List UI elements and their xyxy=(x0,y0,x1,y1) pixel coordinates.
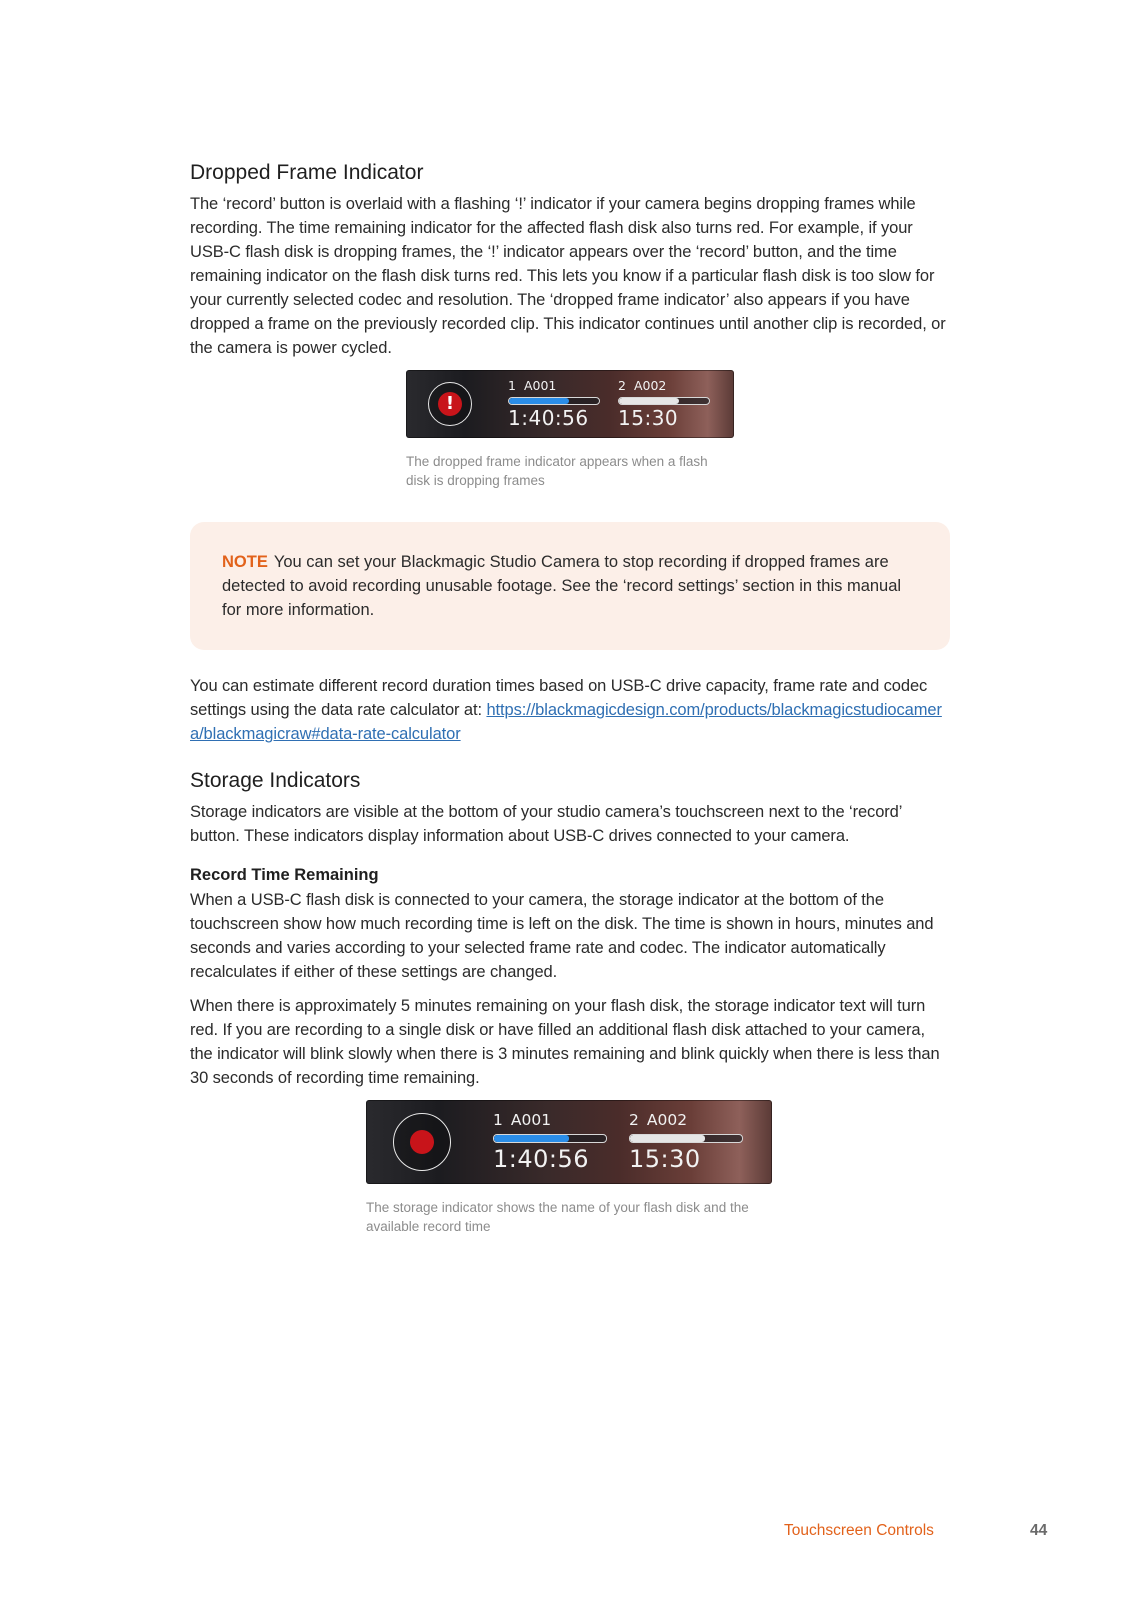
disk-capacity-fill xyxy=(630,1135,705,1142)
figure-caption-dropped-frame: The dropped frame indicator appears when a flash disk is dropping frames xyxy=(406,454,708,488)
record-button xyxy=(393,1113,451,1171)
disk-time-remaining: 15:30 xyxy=(629,1145,701,1173)
disk-capacity-fill xyxy=(509,398,569,404)
storage-indicators-paragraph: Storage indicators are visible at the bottom of your studio camera’s touchscreen next to the ‘record’ button. These indicators display information about USB-C drives connected to your camera. xyxy=(190,803,902,845)
disk-number: 1 xyxy=(508,378,516,393)
storage-indicator-disk-1 xyxy=(493,1110,607,1174)
calculator-paragraph: You can estimate different record duration times based on USB-C drive capacity, frame rate and codec settings using the data rate calculator at: https://blackmagicdesign.com/products/blackmagicstudiocamera/blackmagicraw#data-rate-calculator xyxy=(190,677,942,743)
dropped-frame-paragraph: The ‘record’ button is overlaid with a flashing ‘!’ indicator if your camera begins dropping frames while recording. The time remaining indicator for the affected flash disk also turns red. For example, if your USB-C flash disk is dropping frames, the ‘!’ indicator appears over the ‘record’ button, and the time remaining indicator on the flash disk turns red. This lets you know if a particular flash disk is too slow for your currently selected codec and resolution. The ‘dropped frame indicator’ also appears if you have dropped a frame on the previously recorded clip. This indicator continues until another clip is recorded, or the camera is power cycled. xyxy=(190,195,946,357)
section-heading-dropped-frame: Dropped Frame Indicator xyxy=(190,161,424,184)
disk-capacity-bar xyxy=(629,1134,743,1143)
disk-number: 1 xyxy=(493,1111,503,1129)
disk-time-remaining: 1:40:56 xyxy=(508,406,589,430)
record-time-paragraph-1: When a USB-C flash disk is connected to your camera, the storage indicator at the bottom of the touchscreen show how much recording time is left on the disk. The time is shown in hours, minutes and seconds and varies according to your selected frame rate and codec. The indicator automatically recalculates if either of these settings are changed. xyxy=(190,891,934,981)
record-time-paragraph-2: When there is approximately 5 minutes remaining on your flash disk, the storage indicator text will turn red. If you are recording to a single disk or have filled an additional flash disk attached to your camera, the indicator will blink slowly when there is 3 minutes remaining and blink quickly when there is less than 30 seconds of recording time remaining. xyxy=(190,997,940,1087)
footer-page-number: 44 xyxy=(1030,1522,1048,1539)
note-tag: NOTE xyxy=(222,553,268,571)
record-dot-icon xyxy=(438,392,462,416)
note-box xyxy=(190,522,950,650)
data-rate-calculator-link[interactable]: https://blackmagicdesign.com/products/blackmagicstudiocamera/blackmagicraw#data-rate-calculator xyxy=(190,701,942,743)
disk-time-remaining: 1:40:56 xyxy=(493,1145,590,1173)
disk-capacity-fill xyxy=(619,398,679,404)
record-button xyxy=(428,382,472,426)
disk-capacity-bar xyxy=(508,397,600,405)
disk-number: 2 xyxy=(618,378,626,393)
dropped-frame-indicator-image xyxy=(406,370,734,438)
subheading-record-time-remaining: Record Time Remaining xyxy=(190,866,379,884)
figure-caption-storage-indicator: The storage indicator shows the name of your flash disk and the available record time xyxy=(366,1200,749,1234)
storage-indicator-disk-1 xyxy=(508,378,600,430)
section-heading-storage-indicators: Storage Indicators xyxy=(190,769,361,792)
disk-name: A002 xyxy=(646,1111,688,1129)
warning-icon: ! xyxy=(445,393,455,414)
disk-name: A001 xyxy=(523,378,557,393)
disk-time-remaining: 15:30 xyxy=(618,406,679,430)
disk-capacity-bar xyxy=(618,397,710,405)
storage-indicator-disk-2 xyxy=(629,1110,743,1174)
storage-indicator-image xyxy=(366,1100,772,1184)
disk-number: 2 xyxy=(629,1111,639,1129)
page-content xyxy=(190,160,950,1236)
record-dot-icon xyxy=(410,1130,434,1154)
storage-indicator-disk-2 xyxy=(618,378,710,430)
disk-name: A001 xyxy=(510,1111,552,1129)
disk-capacity-fill xyxy=(494,1135,569,1142)
note-text: You can set your Blackmagic Studio Camera to stop recording if dropped frames are detected to avoid recording unusable footage. See the ‘record settings’ section in this manual for more information. xyxy=(222,553,902,619)
disk-capacity-bar xyxy=(493,1134,607,1143)
disk-name: A002 xyxy=(633,378,667,393)
footer-section-title: Touchscreen Controls xyxy=(784,1522,934,1539)
